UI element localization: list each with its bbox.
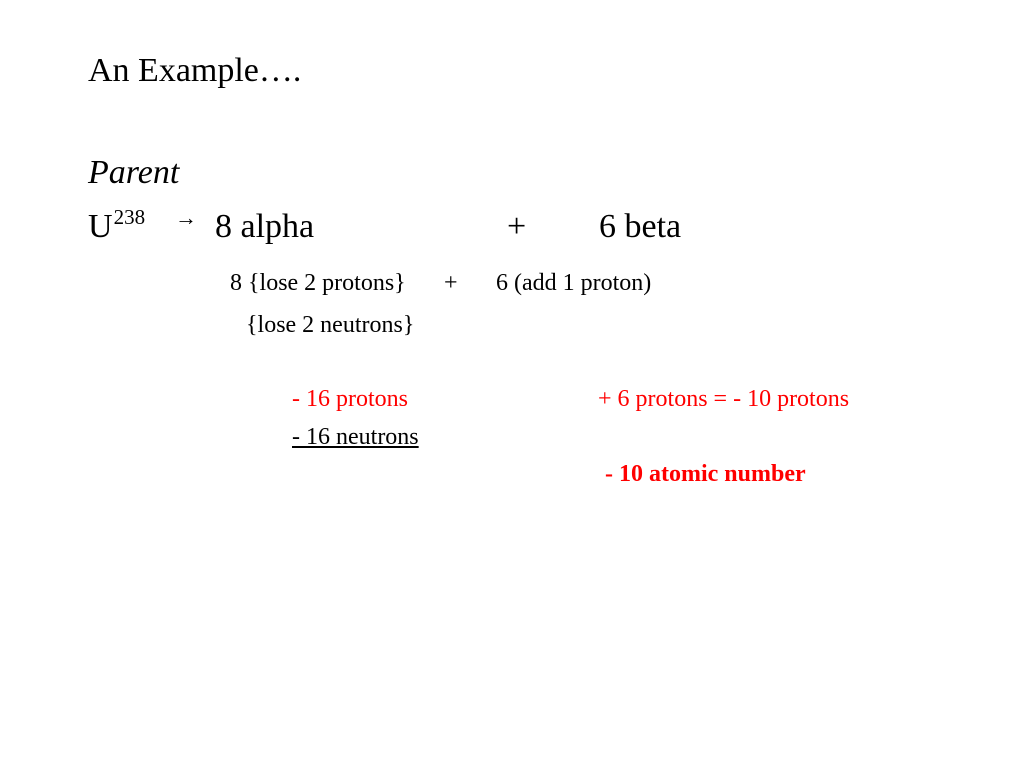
parent-label: Parent xyxy=(88,154,180,191)
mass-number: 238 xyxy=(113,205,146,229)
slide-title: An Example…. xyxy=(88,52,302,89)
arrow-icon: → xyxy=(175,205,197,230)
neutrons-lost: - 16 neutrons xyxy=(292,424,419,450)
element-symbol: U xyxy=(88,208,113,245)
beta-protons-detail: 6 (add 1 proton) xyxy=(496,270,652,296)
alpha-neutrons-detail: {lose 2 neutrons} xyxy=(246,312,415,338)
protons-lost: - 16 protons xyxy=(292,386,408,412)
parent-element xyxy=(88,205,146,245)
alpha-term: 8 alpha xyxy=(215,208,315,245)
atomic-number-change: - 10 atomic number xyxy=(605,461,806,487)
detail-plus: + xyxy=(444,270,458,296)
beta-term: 6 beta xyxy=(599,208,682,245)
alpha-protons-detail: 8 {lose 2 protons} xyxy=(230,270,406,296)
equation-plus: + xyxy=(507,208,527,245)
protons-net: + 6 protons = - 10 protons xyxy=(598,386,850,412)
